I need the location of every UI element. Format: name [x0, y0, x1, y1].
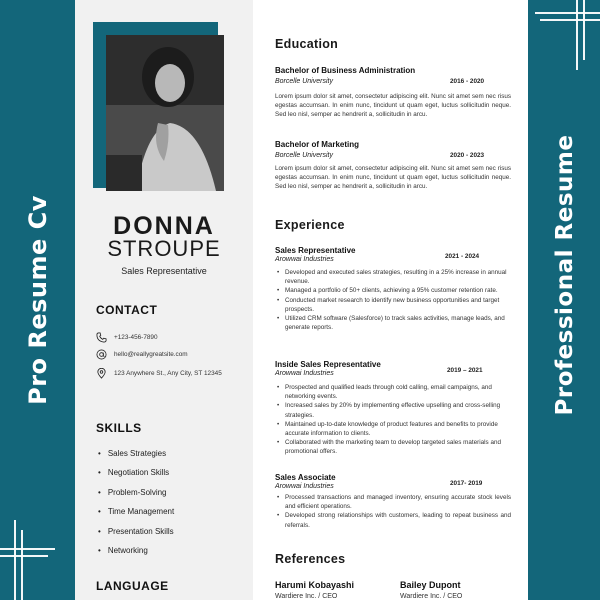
- job-bullet: • Utilized CRM software (Salesforce) to track sales activities, manage leads, and generate reports.: [275, 314, 511, 332]
- skill-item: • Negotiation Skills: [98, 468, 169, 477]
- address-text: 123 Anywhere St., Any City, ST 12345: [114, 370, 222, 377]
- reference-name: Bailey Dupont: [400, 580, 461, 590]
- resume-page: [75, 0, 528, 600]
- skill-item: • Time Management: [98, 507, 174, 516]
- job-bullet: • Increased sales by 20% by implementing effective upselling and cross-selling strategies.: [275, 401, 511, 419]
- language-heading: LANGUAGE: [96, 579, 169, 593]
- education-description: Lorem ipsum dolor sit amet, consectetur adipiscing elit. Nunc sit amet sem nec risus egestas accumsan. In enim nunc, tincidunt ut quam eget, luctus sollicitudin neque. Sed leo nisl, semper ac hendrerit a, sollicitudin in arcu.: [275, 165, 511, 191]
- decorative-line: [576, 0, 578, 70]
- contact-phone[interactable]: [96, 332, 158, 343]
- decorative-line: [0, 548, 55, 550]
- education-description: Lorem ipsum dolor sit amet, consectetur adipiscing elit. Nunc sit amet sem nec risus egestas accumsan. In enim nunc, tincidunt ut quam eget, luctus sollicitudin neque. Sed leo nisl, semper ac hendrerit a, sollicitudin in arcu.: [275, 93, 511, 119]
- experience-heading: Experience: [275, 218, 345, 232]
- job-bullets: [275, 493, 511, 530]
- job-title: Sales Associate: [275, 473, 336, 482]
- education-school: Borcelle University: [275, 78, 333, 85]
- map-pin-icon: [96, 368, 107, 379]
- education-dates: 2016 - 2020: [450, 78, 485, 85]
- job-dates: 2021 - 2024: [445, 253, 480, 260]
- contact-heading: CONTACT: [96, 303, 158, 317]
- left-banner-text: Pro Resume Cv: [24, 195, 52, 405]
- resume-sidebar: [75, 0, 253, 600]
- education-title: Bachelor of Business Administration: [275, 66, 416, 75]
- at-sign-icon: [96, 349, 107, 360]
- profile-photo: [106, 35, 224, 191]
- reference-title: Wardiere Inc. / CEO: [275, 593, 338, 600]
- job-bullet: • Prospected and qualified leads through cold calling, email campaigns, and networking events.: [275, 383, 511, 401]
- skills-heading: SKILLS: [96, 421, 142, 435]
- job-bullet: • Processed transactions and managed inventory, ensuring accurate stock levels and efficient operations.: [275, 493, 511, 511]
- job-title: Inside Sales Representative: [275, 360, 381, 369]
- job-company: Arowwai Industries: [275, 370, 334, 377]
- skill-item: • Presentation Skills: [98, 527, 174, 536]
- skill-item: • Networking: [98, 546, 148, 555]
- first-name: DONNA: [113, 212, 215, 240]
- contact-email[interactable]: [96, 349, 188, 360]
- job-bullet: • Developed and executed sales strategies, resulting in a 25% increase in annual revenue.: [275, 268, 511, 286]
- job-role: Sales Representative: [121, 266, 207, 276]
- job-dates: 2017- 2019: [450, 480, 483, 487]
- decorative-line: [540, 19, 600, 21]
- education-school: Borcelle University: [275, 152, 333, 159]
- decorative-line: [21, 530, 23, 600]
- reference-name: Harumi Kobayashi: [275, 580, 355, 590]
- skill-item: • Sales Strategies: [98, 449, 166, 458]
- job-bullet: • Developed strong relationships with customers, leading to repeat business and referrals.: [275, 511, 511, 529]
- reference-title: Wardiere Inc. / CEO: [400, 593, 463, 600]
- decorative-line: [14, 520, 16, 600]
- skill-item: • Problem-Solving: [98, 488, 167, 497]
- right-banner-text: Professional Resume: [552, 134, 578, 416]
- job-dates: 2019 – 2021: [447, 367, 483, 374]
- last-name: STROUPE: [107, 236, 221, 261]
- job-company: Arowwai Industries: [275, 256, 334, 263]
- job-bullet: • Managed a portfolio of 50+ clients, achieving a 95% customer retention rate.: [275, 286, 511, 295]
- decorative-line: [583, 0, 585, 60]
- education-title: Bachelor of Marketing: [275, 140, 360, 149]
- decorative-line: [535, 12, 600, 14]
- education-dates: 2020 - 2023: [450, 152, 485, 159]
- job-bullets: [275, 268, 511, 332]
- decorative-line: [0, 555, 48, 557]
- references-heading: References: [275, 552, 346, 566]
- education-heading: Education: [275, 37, 339, 51]
- job-bullet: • Collaborated with the marketing team to develop targeted sales materials and promotional offers.: [275, 438, 511, 456]
- job-bullet: • Conducted market research to identify new business opportunities and target prospects.: [275, 296, 511, 314]
- job-bullets: [275, 383, 511, 457]
- email-text: hello@reallygreatsite.com: [114, 351, 188, 358]
- contact-address: [96, 368, 222, 379]
- phone-icon: [96, 332, 107, 343]
- phone-text: +123-456-7890: [114, 334, 158, 341]
- job-company: Arowwai Industries: [275, 483, 334, 490]
- job-bullet: • Maintained up-to-date knowledge of product features and benefits to provide accurate information to clients.: [275, 420, 511, 438]
- job-title: Sales Representative: [275, 246, 356, 255]
